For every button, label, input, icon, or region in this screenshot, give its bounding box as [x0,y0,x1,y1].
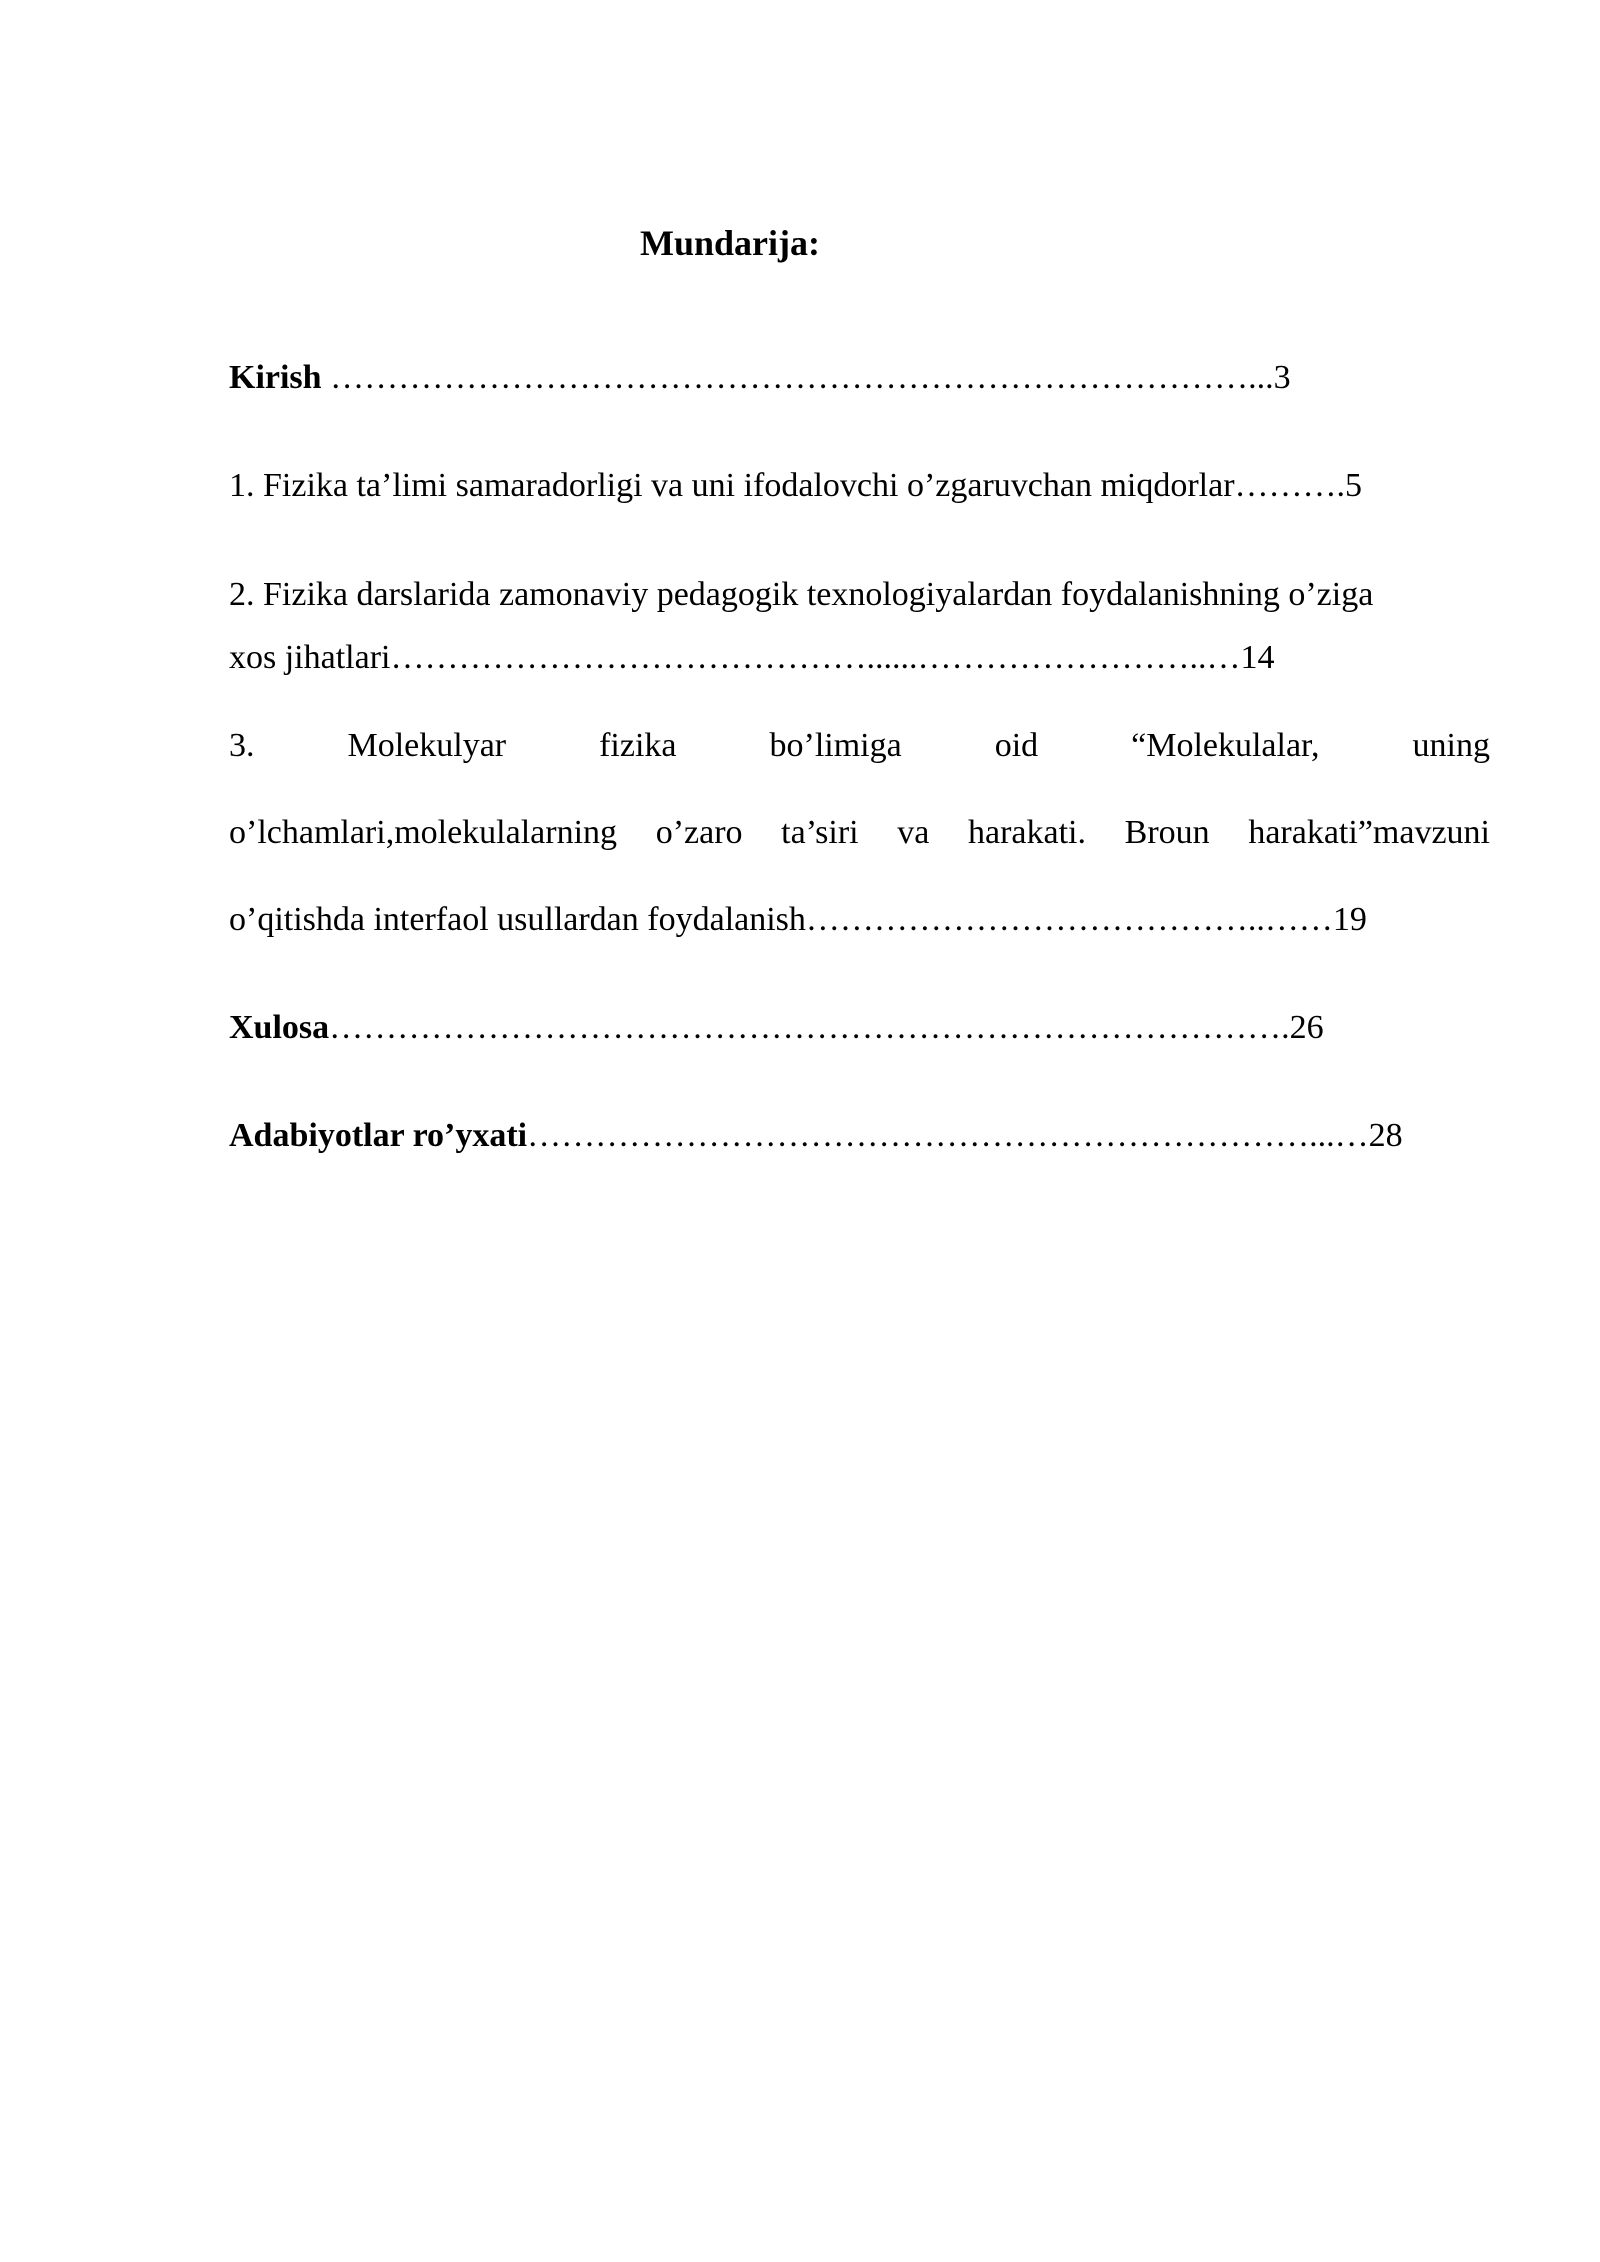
toc-word: ta’siri [781,814,859,851]
toc-word: harakati. [968,814,1087,851]
toc-entry-kirish [229,356,1489,400]
toc-entry-leader: …………………………………..…… [805,901,1333,938]
toc-entry-page: 26 [1289,1009,1324,1046]
toc-word: o’lchamlari,molekulalarning [229,814,618,851]
toc-entry-leader: ………. [1234,467,1346,504]
toc-word: Molekulyar [347,727,507,764]
toc-entry-2-line2 [229,636,1489,680]
toc-word: harakati”mavzuni [1248,814,1490,851]
toc-entry-leader: ……………………………………………………………...… [527,1117,1369,1154]
toc-word: 3. [229,727,255,764]
toc-word: “Molekulalar, [1131,727,1320,764]
toc-entry-xulosa [229,1006,1489,1050]
toc-entry-page: 28 [1368,1117,1403,1154]
toc-entry-adabiyotlar [229,1114,1489,1158]
toc-entry-page: 14 [1240,639,1275,676]
toc-entry-3-line3 [229,898,1489,942]
toc-entry-label: Kirish [229,359,322,396]
toc-entry-label: Adabiyotlar ro’yxati [229,1117,528,1154]
toc-entry-2-line1: 2. Fizika darslarida zamonaviy pedagogik texnologiyalardan foydalanishning o’ziga [229,576,1374,613]
toc-word: Broun [1124,814,1210,851]
toc-entry-3-line1 [229,724,1490,768]
toc-word: bo’limiga [769,727,902,764]
toc-word: o’zaro [655,814,743,851]
toc-entry-label: Xulosa [229,1009,330,1046]
toc-word: uning [1412,727,1490,764]
toc-entry-page: 5 [1345,467,1363,504]
toc-word: va [897,814,930,851]
toc-entry-leader: …………………………………………………………………………. [329,1009,1290,1046]
toc-word: fizika [599,727,677,764]
toc-entry-3-line2 [229,811,1490,855]
toc-entry-label: xos jihatlari [229,639,391,676]
toc-entry-page: 3 [1273,359,1291,396]
toc-entry-label: o’qitishda interfaol usullardan foydalanish [229,901,806,938]
toc-entry-label: 1. Fizika ta’limi samaradorligi va uni ifodalovchi o’zgaruvchan miqdorlar [229,467,1235,504]
toc-entry-1 [229,464,1489,508]
toc-entry-leader: ……………………………………......……………………..… [390,639,1241,676]
toc-entry-page: 19 [1332,901,1367,938]
toc-title: Mundarija: [640,223,820,263]
toc-entry-leader: ………………………………………………………………………... [321,359,1274,396]
toc-word: oid [994,727,1039,764]
